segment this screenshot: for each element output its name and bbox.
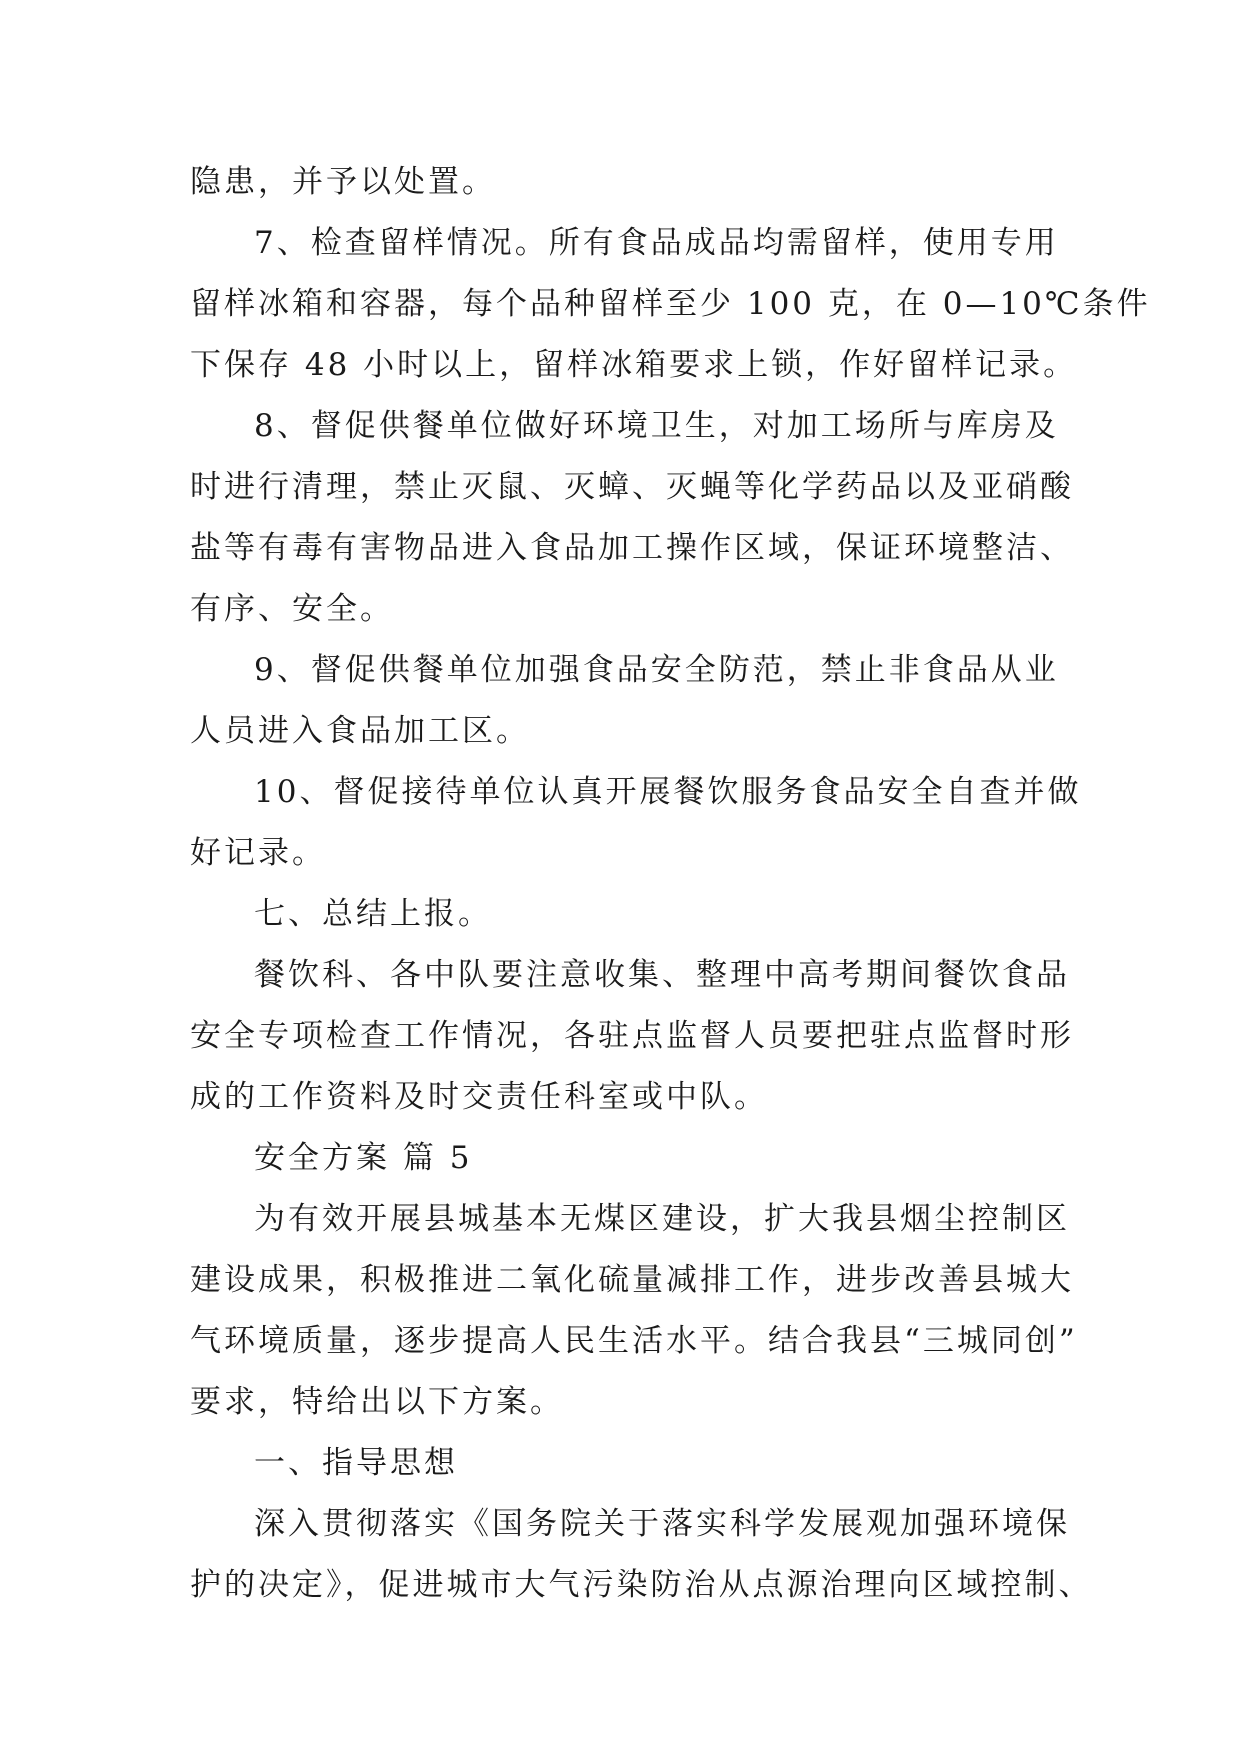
text-line: 盐等有毒有害物品进入食品加工操作区域，保证环境整洁、	[190, 530, 1074, 566]
article-heading: 安全方案 篇 5	[254, 1140, 473, 1176]
section-heading: 一、指导思想	[254, 1445, 458, 1481]
text-line: 气环境质量，逐步提高人民生活水平。结合我县“三城同创”	[190, 1323, 1078, 1359]
text-line: 建设成果，积极推进二氧化硫量减排工作，进步改善县城大	[190, 1262, 1074, 1298]
text-line: 餐饮科、各中队要注意收集、整理中高考期间餐饮食品	[254, 957, 1070, 993]
section-heading: 七、总结上报。	[254, 896, 492, 932]
text-line: 人员进入食品加工区。	[190, 713, 530, 749]
text-line: 时进行清理，禁止灭鼠、灭蟑、灭蝇等化学药品以及亚硝酸	[190, 469, 1074, 505]
text-line: 10、督促接待单位认真开展餐饮服务食品安全自查并做	[254, 774, 1082, 810]
text-line: 7、检查留样情况。所有食品成品均需留样，使用专用	[254, 225, 1059, 261]
document-body	[190, 152, 1151, 1616]
text-line: 好记录。	[190, 835, 326, 871]
text-line: 为有效开展县城基本无煤区建设，扩大我县烟尘控制区	[254, 1201, 1070, 1237]
text-line: 深入贯彻落实《国务院关于落实科学发展观加强环境保	[254, 1506, 1070, 1542]
text-line: 8、督促供餐单位做好环境卫生，对加工场所与库房及	[254, 408, 1059, 444]
text-line: 有序、安全。	[190, 591, 394, 627]
text-line: 9、督促供餐单位加强食品安全防范，禁止非食品从业	[254, 652, 1059, 688]
text-line: 成的工作资料及时交责任科室或中队。	[190, 1079, 768, 1115]
text-line: 下保存 48 小时以上，留样冰箱要求上锁，作好留样记录。	[190, 347, 1078, 383]
text-line: 留样冰箱和容器，每个品种留样至少 100 克，在 0—10℃条件	[190, 286, 1151, 322]
text-line: 隐患，并予以处置。	[190, 164, 496, 200]
text-line: 护的决定》，促进城市大气污染防治从点源治理向区域控制、	[190, 1567, 1093, 1603]
text-line: 要求，特给出以下方案。	[190, 1384, 564, 1420]
text-line: 安全专项检查工作情况，各驻点监督人员要把驻点监督时形	[190, 1018, 1074, 1054]
